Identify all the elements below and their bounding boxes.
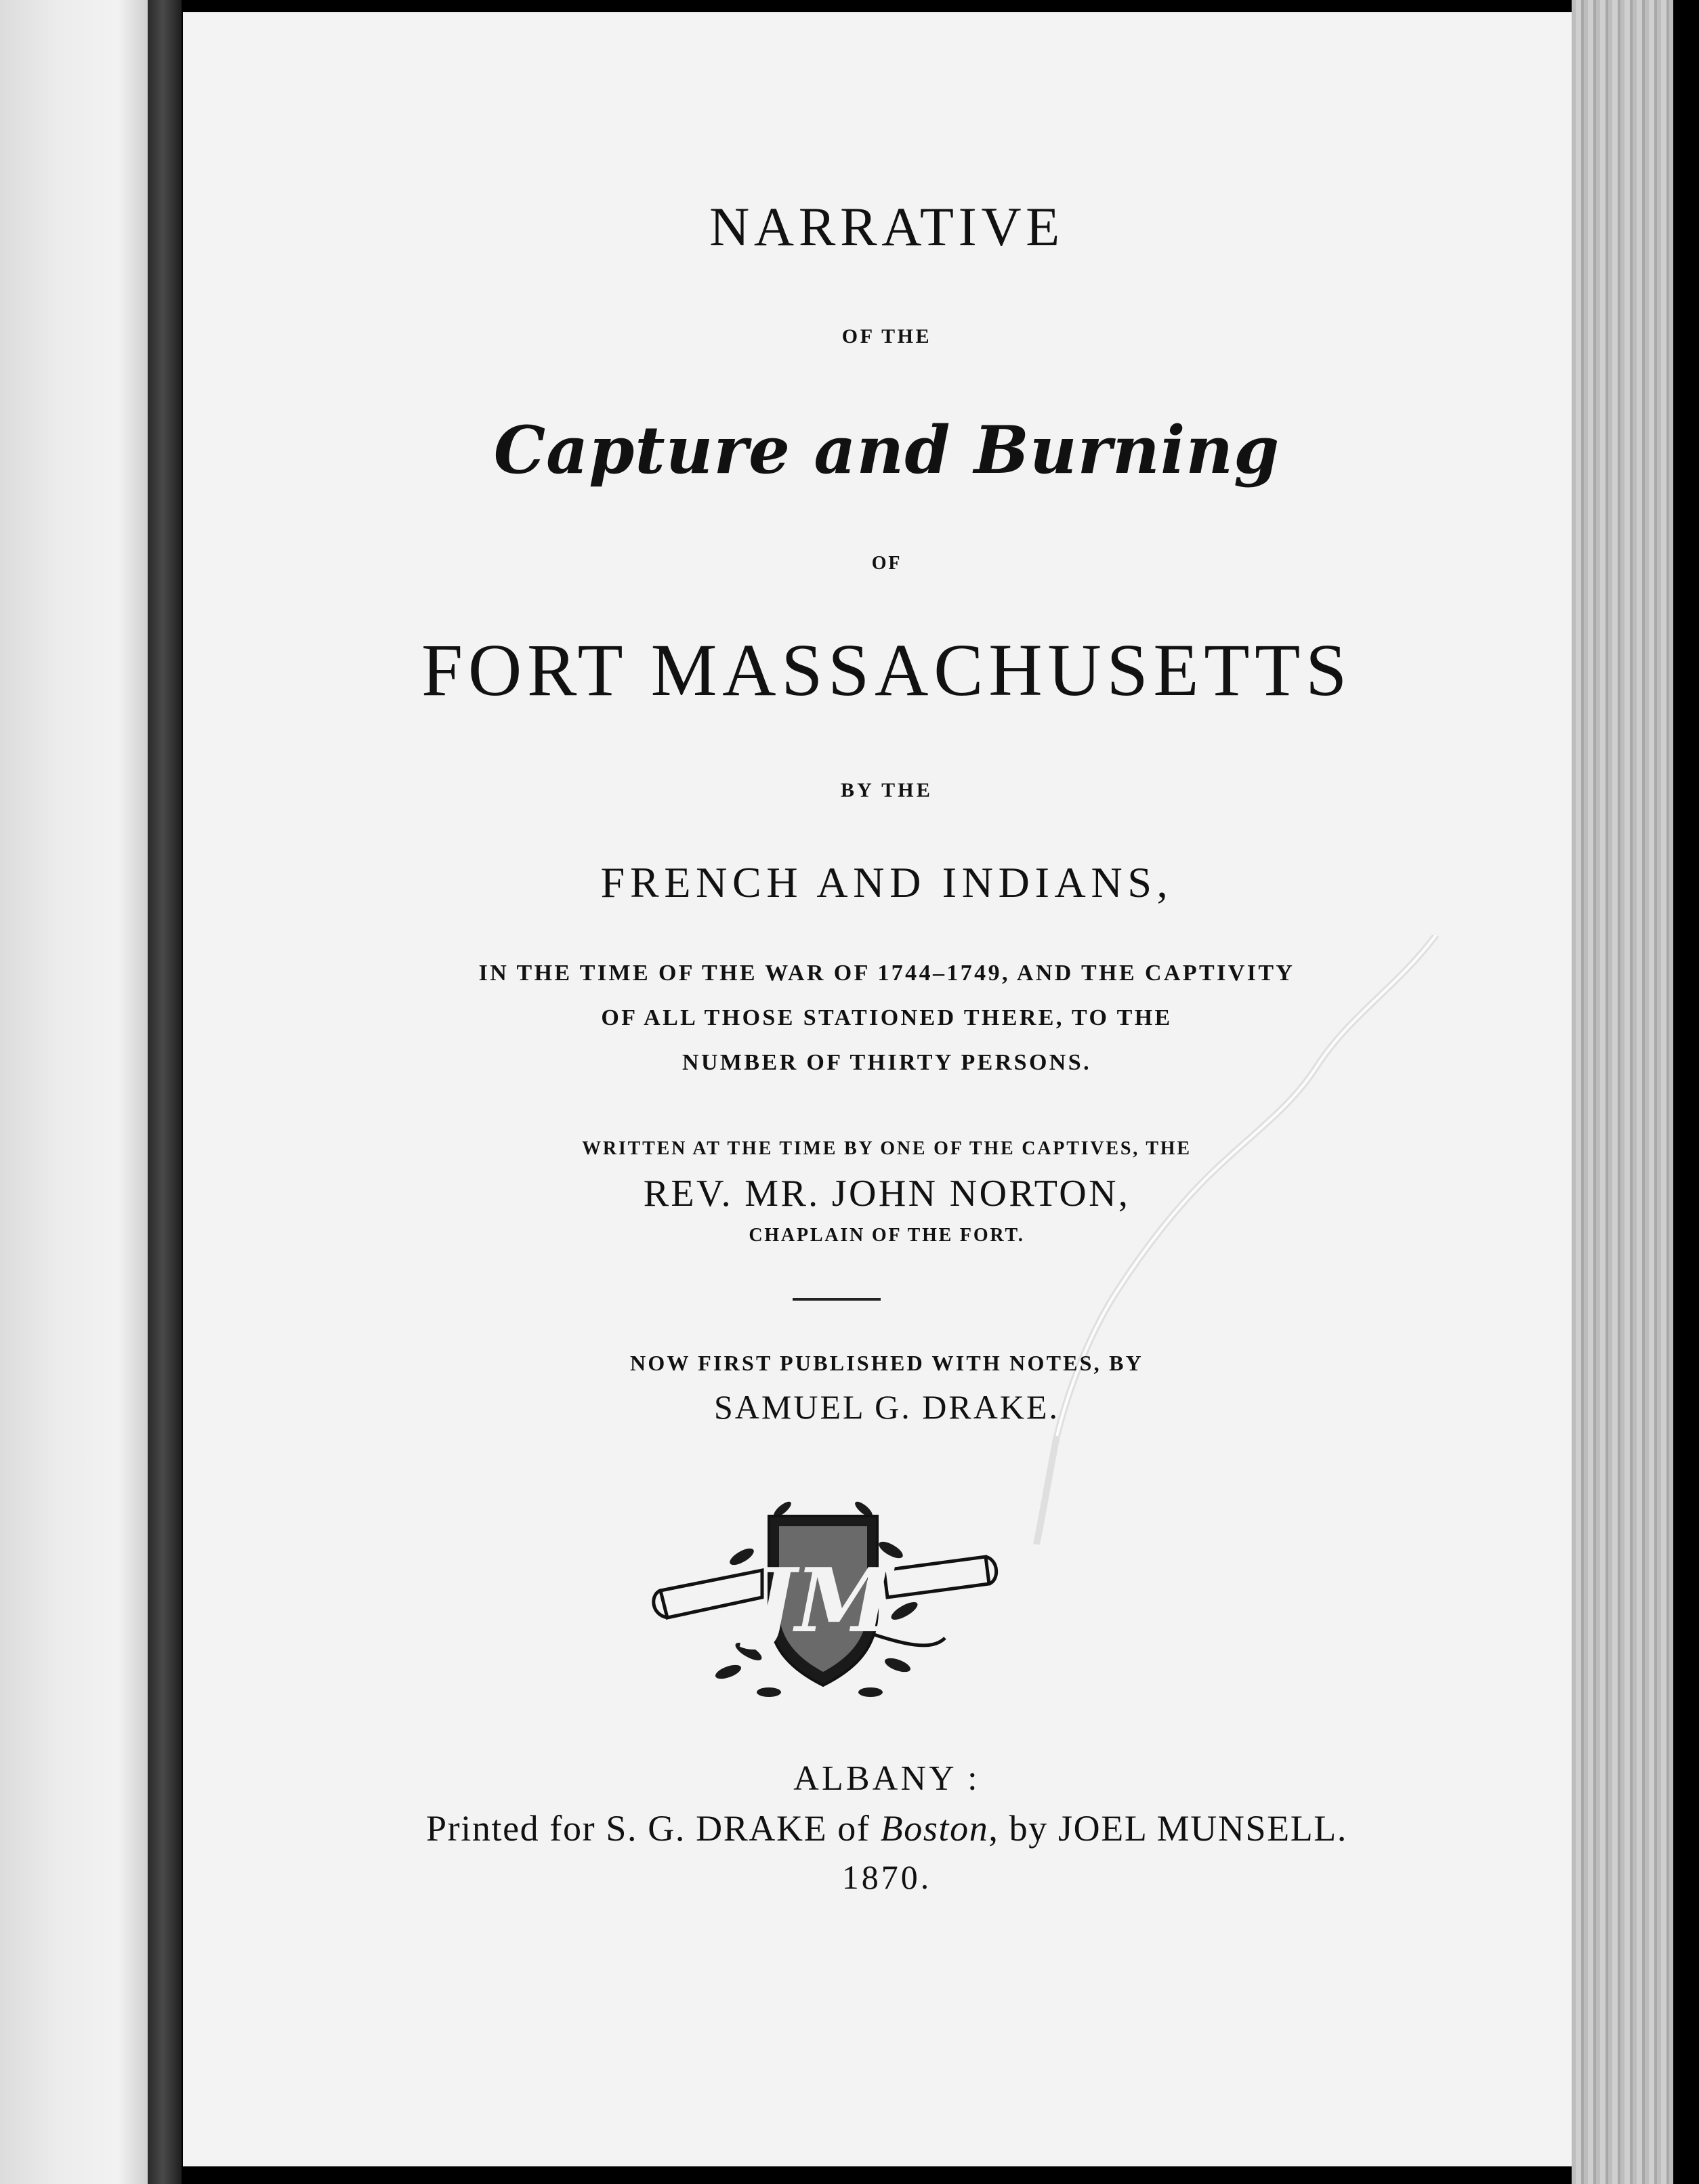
imprint-city: ALBANY :: [793, 1759, 980, 1798]
title-fort-massachusetts: FORT MASSACHUSETTS: [421, 629, 1352, 711]
imprint-printer-city: Boston: [880, 1808, 989, 1849]
left-facing-page: [0, 0, 148, 2184]
book-gutter: [148, 0, 182, 2184]
author-name: REV. MR. JOHN NORTON,: [643, 1173, 1131, 1215]
subtitle-line-3: NUMBER OF THIRTY PERSONS.: [682, 1050, 1091, 1075]
title-narrative: NARRATIVE: [709, 196, 1064, 257]
connector-by-the: BY THE: [840, 779, 934, 801]
connector-of-the: OF THE: [841, 325, 932, 348]
author-role: CHAPLAIN OF THE FORT.: [749, 1225, 1025, 1246]
subtitle-line-2: OF ALL THOSE STATIONED THERE, TO THE: [601, 1005, 1173, 1030]
subtitle-line-1: IN THE TIME OF THE WAR OF 1744–1749, AND THE CAPTIVITY: [478, 961, 1295, 986]
imprint-printer-post: , by JOEL MUNSELL.: [988, 1808, 1348, 1849]
imprint-printer: [183, 1807, 1591, 1849]
connector-of: OF: [871, 553, 902, 574]
title-capture-and-burning: Capture and Burning: [493, 412, 1280, 488]
imprint-year: 1870.: [841, 1858, 932, 1896]
scan-border-right: [1673, 0, 1699, 2184]
title-page-content: [183, 12, 1591, 2166]
title-french-and-indians: FRENCH AND INDIANS,: [600, 858, 1173, 906]
editor-name: SAMUEL G. DRAKE.: [713, 1388, 1060, 1426]
printer-emblem: [647, 1496, 999, 1706]
author-intro: WRITTEN AT THE TIME BY ONE OF THE CAPTIVES, THE: [582, 1138, 1192, 1159]
editor-intro: NOW FIRST PUBLISHED WITH NOTES, BY: [630, 1351, 1144, 1375]
emblem-monogram: JM: [753, 1549, 893, 1652]
divider-rule: [793, 1298, 881, 1301]
imprint-printer-pre: Printed for S. G. DRAKE of: [425, 1808, 881, 1849]
